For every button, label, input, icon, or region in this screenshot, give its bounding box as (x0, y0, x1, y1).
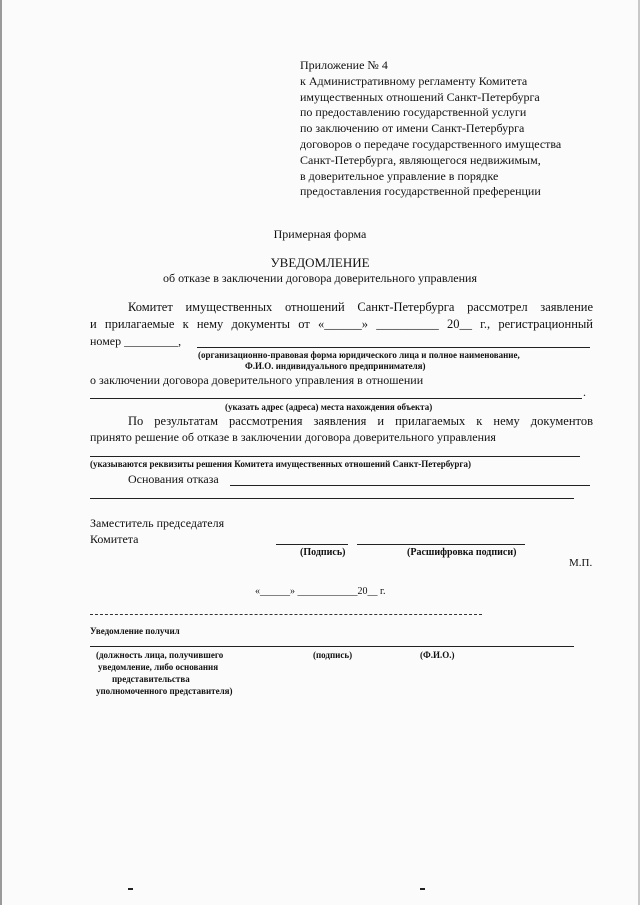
paragraph-3-line-1: По результатам рассмотрения заявления и прилагаемых к нему документов (128, 414, 593, 428)
appendix-line: по заключению от имени Санкт-Петербурга (300, 121, 525, 136)
receipt-sign-hint: (подпись) (313, 650, 353, 660)
signature-decode-line[interactable] (357, 544, 525, 545)
appendix-line: договоров о передаче государственного имущества (300, 136, 562, 151)
paragraph-1-line-2: и прилагаемые к нему документы от «______» __________ 20__ г., регистрационный (90, 317, 593, 331)
applicant-hint-1: (организационно-правовая форма юридического лица и полное наименование, (198, 350, 520, 360)
appendix-line: имущественных отношений Санкт-Петербурга (300, 89, 540, 104)
appendix-line: Санкт-Петербурга, являющегося недвижимым, (300, 152, 541, 167)
sample-form-label: Примерная форма (273, 227, 367, 241)
registration-number-label: номер _________, (90, 334, 182, 348)
decision-hint: (указываются реквизиты решения Комитета имущественных отношений Санкт-Петербурга) (90, 459, 471, 469)
decision-details-field[interactable] (90, 456, 580, 457)
appendix-line: предоставления государственной преференции (300, 184, 541, 199)
paragraph-1-line-1: Комитет имущественных отношений Санкт-Петербурга рассмотрел заявление (128, 300, 593, 314)
document-title: УВЕДОМЛЕНИЕ (270, 255, 370, 270)
appendix-line: в доверительное управление в порядке (300, 168, 499, 183)
signature-decode-hint: (Расшифровка подписи) (407, 547, 517, 558)
signature-hint: (Подпись) (300, 547, 346, 558)
receipt-position-hint-2: уведомление, либо основания (98, 662, 219, 672)
appendix-line: Приложение № 4 (300, 58, 388, 72)
scan-mark (128, 888, 133, 890)
receipt-field-line[interactable] (90, 646, 574, 647)
document-subtitle: об отказе в заключении договора доверительного управления (162, 271, 477, 285)
applicant-name-field[interactable] (197, 347, 590, 348)
paragraph-2-dot: . (583, 385, 586, 399)
address-hint: (указать адрес (адреса) места нахождения объекта) (225, 402, 433, 412)
receipt-position-hint-4: уполномоченного представителя) (96, 686, 233, 696)
grounds-field-line-2[interactable] (90, 498, 574, 499)
scan-mark (420, 888, 425, 890)
receipt-label: Уведомление получил (90, 626, 180, 636)
cut-line-divider (90, 614, 482, 615)
receipt-position-hint-1: (должность лица, получившего (96, 650, 224, 660)
receipt-name-hint: (Ф.И.О.) (420, 650, 455, 660)
appendix-header (300, 58, 561, 200)
receipt-position-hint-3: представительства (112, 674, 190, 684)
signature-line[interactable] (276, 544, 348, 545)
date-line: «______» ____________20__ г. (255, 586, 386, 597)
grounds-field-line-1[interactable] (230, 485, 590, 486)
signer-position-line-1: Заместитель председателя (90, 516, 225, 530)
stamp-place: М.П. (569, 557, 593, 569)
grounds-label: Основания отказа (128, 472, 219, 486)
appendix-line: по предоставлению государственной услуги (300, 105, 527, 120)
applicant-hint-2: Ф.И.О. индивидуального предпринимателя) (245, 361, 426, 371)
scan-left-edge (0, 0, 2, 905)
signer-position-line-2: Комитета (90, 532, 139, 546)
object-address-field[interactable] (90, 398, 582, 399)
appendix-line: к Административному регламенту Комитета (300, 73, 528, 88)
paragraph-2-line-1: о заключении договора доверительного управления в отношении (90, 373, 424, 387)
paragraph-3-line-2: принято решение об отказе в заключении договора доверительного управления (90, 430, 496, 444)
